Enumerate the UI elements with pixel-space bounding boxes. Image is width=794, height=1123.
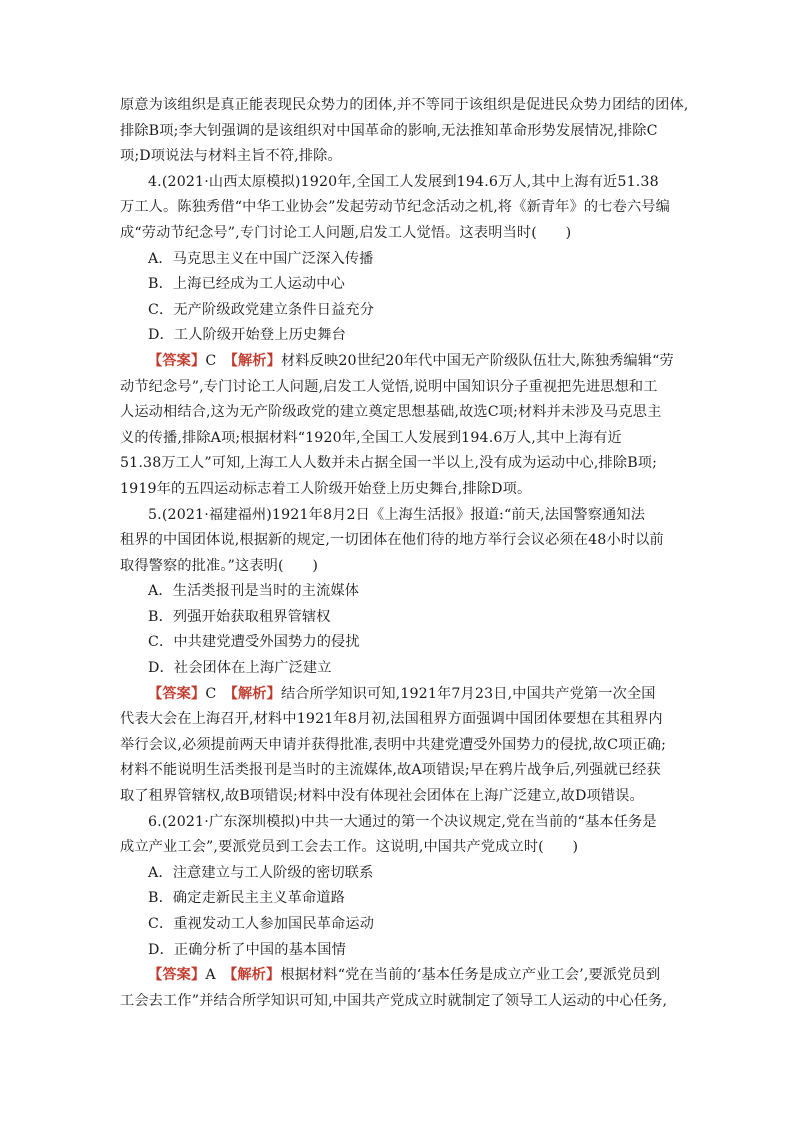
text-line: 举行会议,必须提前两天申请并获得批准,表明中共建党遭受外国势力的侵扰,故C项正确; (120, 736, 667, 753)
option-line: C．中共建党遭受外国势力的侵扰 (148, 634, 360, 651)
option-line: D．正确分析了中国的基本国情 (148, 941, 346, 958)
document-body (120, 93, 689, 1014)
text-line: 51.38万工人”可知,上海工人人数并未占据全国一半以上,没有成为运动中心,排除B项; (120, 455, 658, 472)
text-line: 动节纪念号”,专门讨论工人问题,启发工人觉悟,说明中国知识分子重视把先进思想和工 (120, 378, 658, 395)
explanation-tag: 【解析】 (230, 685, 281, 702)
answer-tag: 【答案】 (148, 685, 206, 702)
text-line: 1919年的五四运动标志着工人阶级开始登上历史舞台,排除D项。 (120, 480, 532, 497)
answer-tag: 【答案】 (148, 967, 206, 984)
explanation-tag: 【解析】 (230, 967, 281, 984)
text-line: 工会去工作”并结合所学知识可知,中国共产党成立时就制定了领导工人运动的中心任务, (120, 992, 668, 1009)
option-line: C．重视发动工人参加国民革命运动 (148, 916, 375, 932)
text-line: 排除B项;李大钊强调的是该组织对中国革命的影响,无法推知革命形势发展情况,排除C (120, 122, 658, 139)
text-line: 项;D项说法与材料主旨不符,排除。 (120, 148, 342, 165)
text-line: 取了租界管辖权,故B项错误;材料中没有体现社会团体在上海广泛建立,故D项错误。 (120, 788, 644, 805)
option-line: B．列强开始获取租界管辖权 (148, 608, 331, 625)
text-line: 代表大会在上海召开,材料中1921年8月初,法国租界方面强调中国团体要想在其租界内 (120, 711, 663, 728)
question-line: 6.(2021·广东深圳模拟)中共一大通过的第一个决议规定,党在当前的“基本任务是 (148, 813, 657, 830)
question-line: 4.(2021·山西太原模拟)1920年,全国工人发展到194.6万人,其中上海有近51.38 (148, 173, 659, 190)
option-line: B．确定走新民主主义革命道路 (148, 890, 345, 907)
option-line: D．工人阶级开始登上历史舞台 (148, 327, 346, 344)
explanation-text: 根据材料“党在当前的‘基本任务是成立产业工会’,要派党员到 (280, 967, 661, 984)
option-line: B．上海已经成为工人运动中心 (148, 276, 345, 293)
text-line: 义的传播,排除A项;根据材料“1920年,全国工人发展到194.6万人,其中上海有近 (120, 429, 622, 446)
answer-value: A (205, 967, 231, 984)
option-line: D．社会团体在上海广泛建立 (148, 660, 332, 677)
option-line: C．无产阶级政党建立条件日益充分 (148, 301, 375, 318)
text-line: 人运动相结合,这为无产阶级政党的建立奠定思想基础,故选C项;材料并未涉及马克思主 (120, 404, 662, 421)
option-line: A．马克思主义在中国广泛深入传播 (148, 250, 374, 267)
explanation-tag: 【解析】 (230, 352, 281, 369)
explanation-text: 材料反映20世纪20年代中国无产阶级队伍壮大,陈独秀编辑“劳 (280, 352, 674, 369)
text-line: 成立产业工会”,要派党员到工会去工作。这说明,中国共产党成立时( ) (120, 839, 579, 856)
answer-tag: 【答案】 (148, 352, 206, 369)
answer-line (120, 963, 685, 989)
text-line: 取得警察的批准。”这表明( ) (120, 557, 319, 574)
explanation-text: 结合所学知识可知,1921年7月23日,中国共产党第一次全国 (280, 685, 656, 702)
answer-line (120, 682, 685, 708)
text-line: 原意为该组织是真正能表现民众势力的团体,并不等同于该组织是促进民众势力团结的团体, (120, 97, 689, 113)
answer-value: C (205, 685, 231, 702)
question-line: 5.(2021·福建福州)1921年8月2日《上海生活报》报道:“前天,法国警察通知法 (148, 506, 646, 523)
text-line: 材料不能说明生活类报刊是当时的主流媒体,故A项错误;早在鸦片战争后,列强就已经获 (120, 762, 661, 779)
answer-value: C (205, 352, 231, 369)
answer-line (120, 349, 685, 375)
option-line: A．注意建立与工人阶级的密切联系 (148, 864, 374, 881)
option-line: A．生活类报刊是当时的主流媒体 (148, 583, 360, 600)
text-line: 成“劳动节纪念号”,专门讨论工人问题,启发工人觉悟。这表明当时( ) (120, 224, 572, 241)
text-line: 万工人。陈独秀借“中华工业协会”发起劳动节纪念活动之机,将《新青年》的七卷六号编 (120, 199, 670, 216)
text-line: 租界的中国团体说,根据新的规定,一切团体在他们待的地方举行会议必须在48小时以前 (120, 532, 664, 549)
